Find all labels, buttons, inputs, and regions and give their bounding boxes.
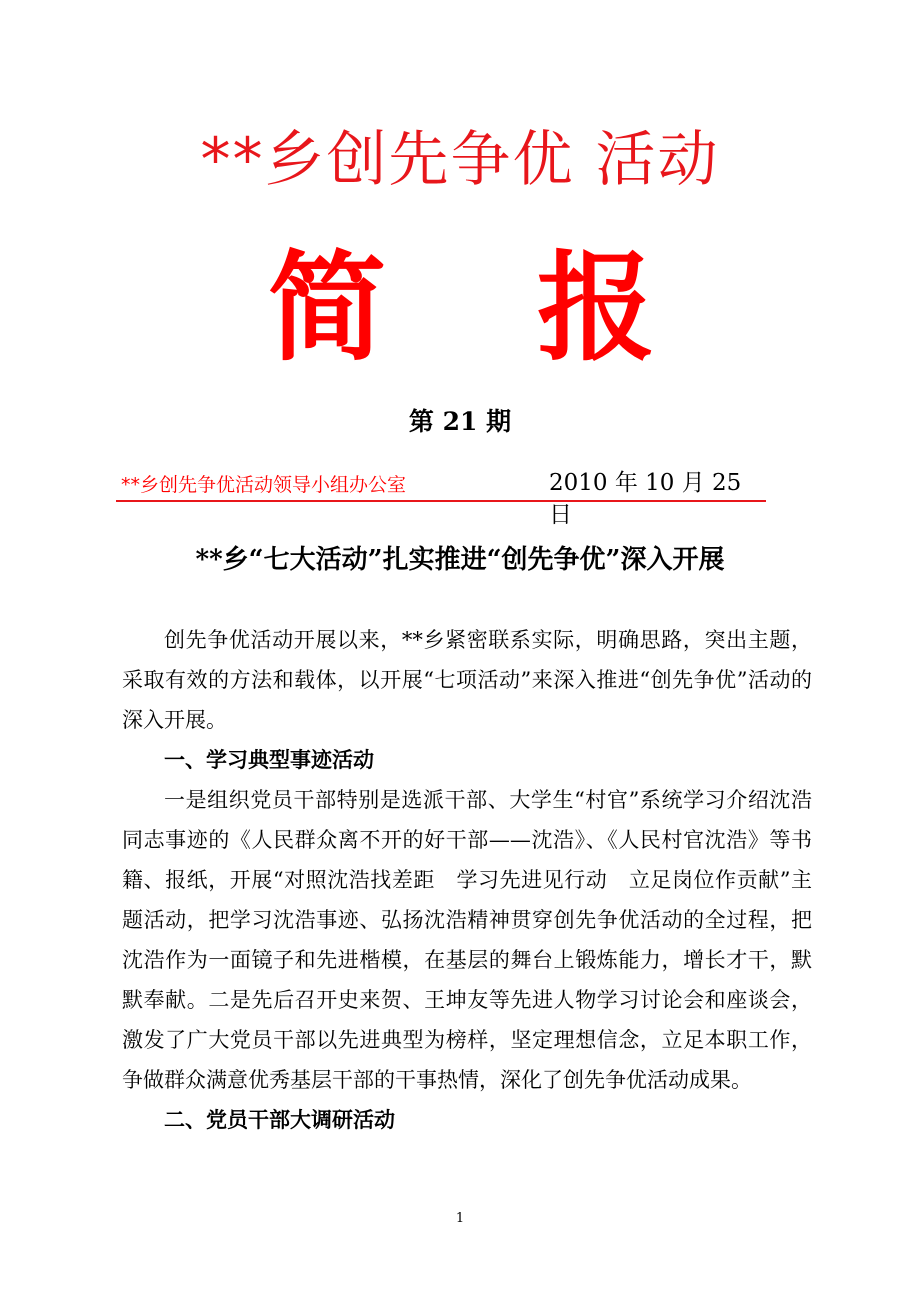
article-headline: **乡“七大活动”扎实推进“创先争优”深入开展 (195, 545, 725, 575)
masthead-row (116, 467, 766, 528)
organization-title: **乡创先争优 活动 (200, 125, 720, 195)
article-paragraph: 一是组织党员干部特别是选派干部、大学生“村官”系统学习介绍沈浩同志事迹的《人民群众离不开的好干部——沈浩》、《人民村官沈浩》等书籍、报纸，开展“对照沈浩找差距 学习先进见行动 立足岗位作贡献”主题活动，把学习沈浩事迹、弘扬沈浩精神贯穿创先争优活动的全过程，把沈浩作为一面镜子和先进楷模，在基层的舞台上锻炼能力，增长才干，默默奉献。二是先后召开史来贺、王坤友等先进人物学习讨论会和座谈会，激发了广大党员干部以先进典型为榜样，坚定理想信念，立足本职工作，争做群众满意优秀基层干部的干事热情，深化了创先争优活动成果。 (122, 788, 812, 1092)
issue-number: 第 21 期 (408, 407, 512, 436)
section-heading: 二、党员干部大调研活动 (164, 1107, 395, 1132)
issue-date: 2010 年 10 月 25 日 (549, 470, 742, 528)
issuing-office: **乡创先争优活动领导小组办公室 (121, 474, 407, 496)
bulletin-title-char-1: 简 (268, 238, 387, 377)
bulletin-title-char-2: 报 (537, 238, 656, 377)
article-paragraph: 创先争优活动开展以来，**乡紧密联系实际，明确思路，突出主题，采取有效的方法和载体，以开展“七项活动”来深入推进“创先争优”活动的深入开展。 (122, 628, 812, 732)
page-number: 1 (455, 1211, 465, 1226)
section-heading: 一、学习典型事迹活动 (164, 747, 374, 772)
bulletin-title (0, 238, 920, 378)
masthead-divider (116, 500, 766, 502)
article-body (122, 620, 812, 1140)
